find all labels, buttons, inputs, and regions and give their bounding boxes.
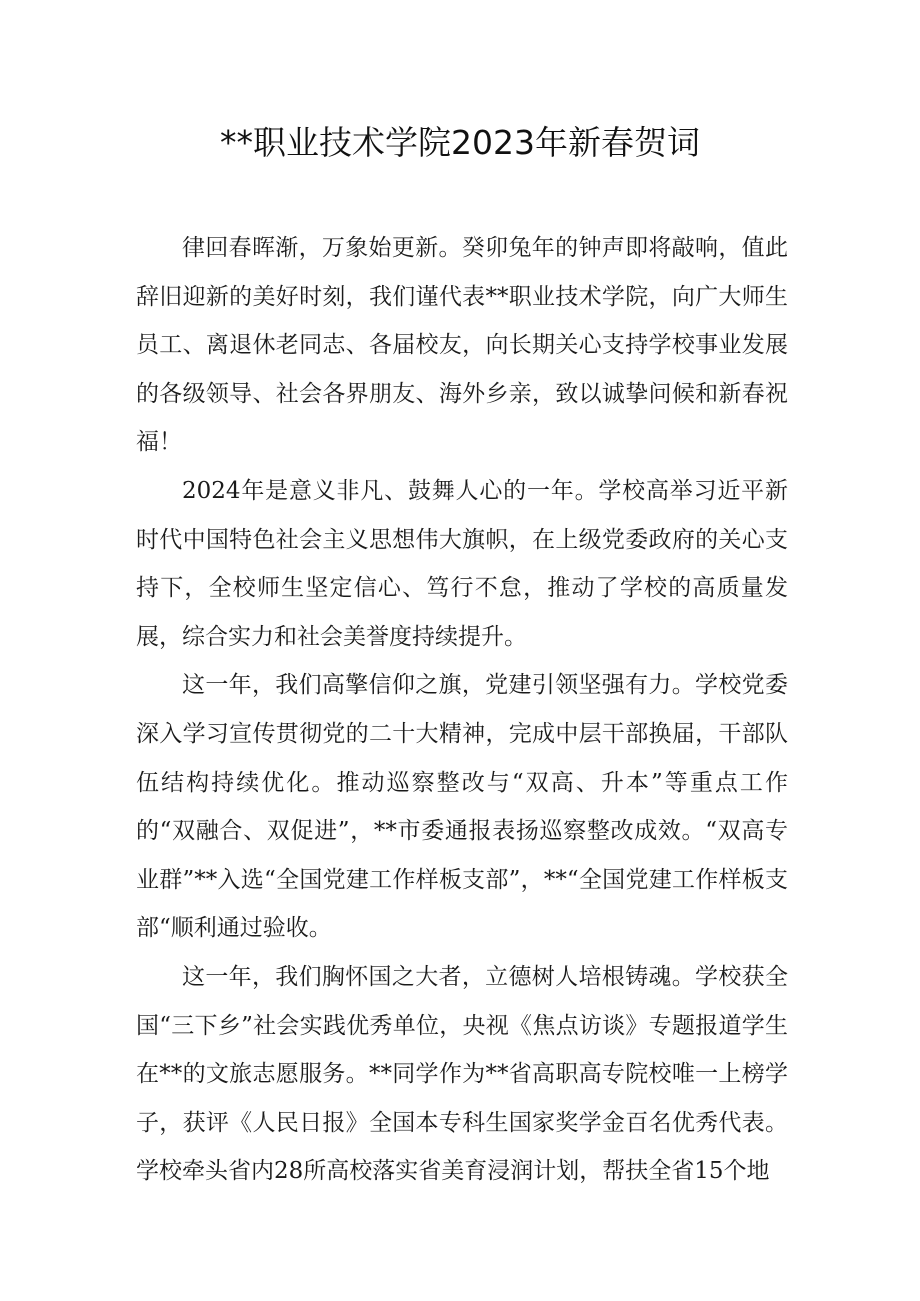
paragraph-greeting: 律回春晖渐，万象始更新。癸卯兔年的钟声即将敲响，值此辞旧迎新的美好时刻，我们谨代表**职业技术学院，向广大师生员工、离退休老同志、各届校友，向长期关心支持学校事业发展的各级领导、社会各界朋友、海外乡亲，致以诚挚问候和新春祝福！ bbox=[136, 235, 788, 456]
paragraph-year-review: 2024年是意义非凡、鼓舞人心的一年。学校高举习近平新时代中国特色社会主义思想伟大旗帜，在上级党委政府的关心支持下，全校师生坚定信心、笃行不怠，推动了学校的高质量发展，综合实力和社会美誉度持续提升。 bbox=[136, 477, 788, 650]
document-body bbox=[136, 224, 788, 1196]
paragraph-party-building: 这一年，我们高擎信仰之旗，党建引领坚强有力。学校党委深入学习宣传贯彻党的二十大精神，完成中层干部换届，干部队伍结构持续优化。推动巡察整改与“双高、升本”等重点工作的“双融合、双促进”，**市委通报表扬巡察整改成效。“双高专业群”**入选“全国党建工作样板支部”，**“全国党建工作样板支部“顺利通过验收。 bbox=[136, 672, 788, 942]
paragraph-education: 这一年，我们胸怀国之大者，立德树人培根铸魂。学校获全国“三下乡”社会实践优秀单位，央视《焦点访谈》专题报道学生在**的文旅志愿服务。**同学作为**省高职高专院校唯一上榜学子，获评《人民日报》全国本专科生国家奖学金百名优秀代表。学校牵头省内28所高校落实省美育浸润计划，帮扶全省15个地 bbox=[136, 963, 788, 1185]
document-title: **职业技术学院2023年新春贺词 bbox=[220, 123, 700, 162]
